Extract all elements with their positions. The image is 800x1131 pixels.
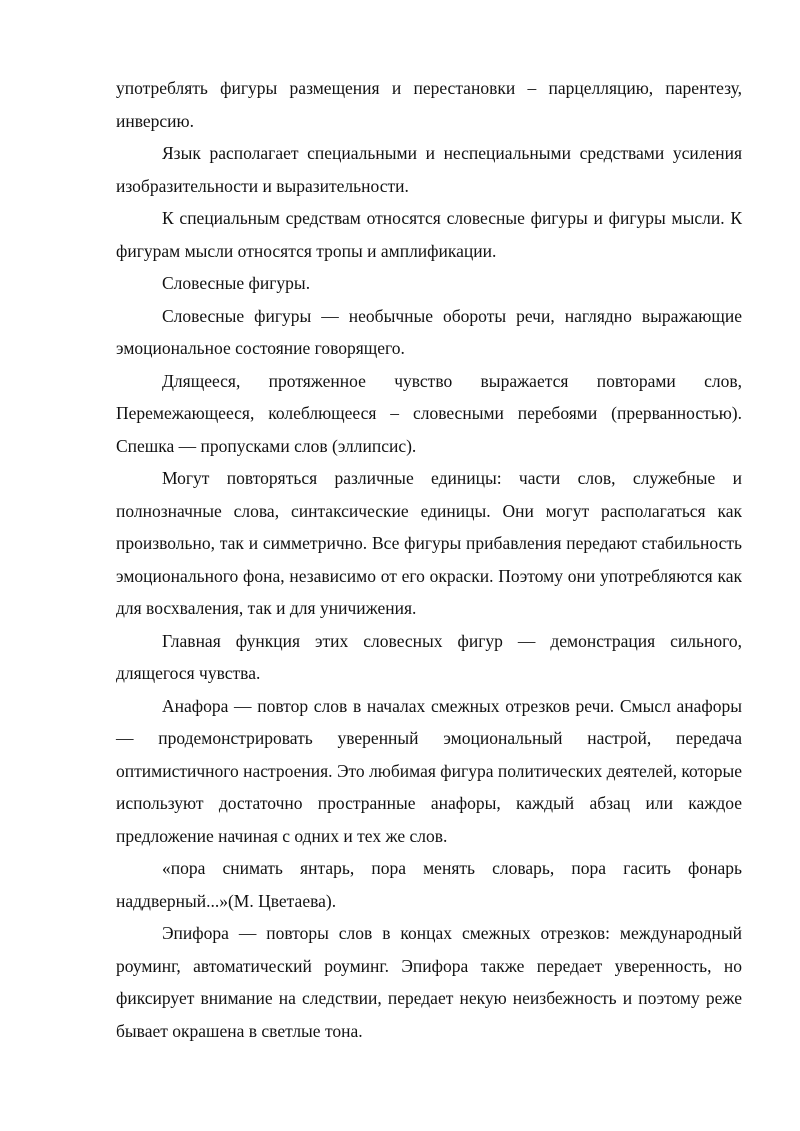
section-heading-word-figures: Словесные фигуры. xyxy=(162,273,311,293)
paragraph-repetitions: Длящееся, протяженное чувство выражается повторами слов, Перемежающееся, колеблющееся – словесными перебоями (прерванностью). Спешка — пропусками слов (эллипсис). xyxy=(116,370,742,456)
document-page xyxy=(116,72,742,1047)
paragraph-quote-tsvetaeva: «пора снимать янтарь, пора менять словарь, пора гасить фонарь наддверный...»(М. Цветаева). xyxy=(116,858,742,911)
paragraph-anaphora: Анафора — повтор слов в началах смежных отрезков речи. Смысл анафоры — продемонстрировать уверенный эмоциональный настрой, передача оптимистичного настроения. Это любимая фигура политических деятелей, которые используют достаточно пространные анафоры, каждый абзац или каждое предложение начиная с одних и тех же слов. xyxy=(116,695,742,846)
paragraph-epiphora: Эпифора — повторы слов в концах смежных отрезков: международный роуминг, автоматический роуминг. Эпифора также передает уверенность, но фиксирует внимание на следствии, передает некую неизбежность и поэтому реже бывает окрашена в светлые тона. xyxy=(116,923,742,1041)
paragraph-language-means: Язык располагает специальными и неспециальными средствами усиления изобразительности и выразительности. xyxy=(116,143,742,196)
paragraph-repeated-units: Могут повторяться различные единицы: части слов, служебные и полнозначные слова, синтаксические единицы. Они могут располагаться как произвольно, так и симметрично. Все фигуры прибавления передают стабильность эмоционального фона, независимо от его окраски. Поэтому они употребляются как для восхваления, так и для уничижения. xyxy=(116,468,742,618)
paragraph-special-means: К специальным средствам относятся словесные фигуры и фигуры мысли. К фигурам мысли относятся тропы и амплификации. xyxy=(116,208,742,261)
paragraph-continuation: употреблять фигуры размещения и перестановки – парцелляцию, парентезу, инверсию. xyxy=(116,78,742,131)
paragraph-main-function: Главная функция этих словесных фигур — демонстрация сильного, длящегося чувства. xyxy=(116,630,742,683)
paragraph-word-figures-definition: Словесные фигуры — необычные обороты речи, наглядно выражающие эмоциональное состояние говорящего. xyxy=(116,305,742,358)
